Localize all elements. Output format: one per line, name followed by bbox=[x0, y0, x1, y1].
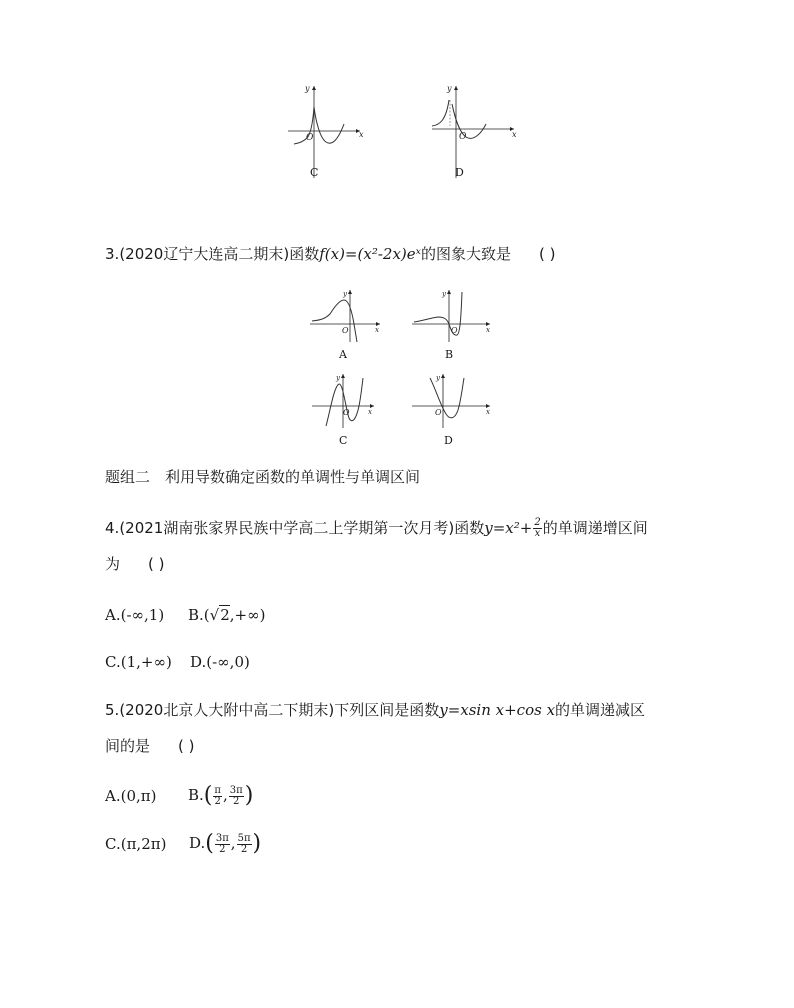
svg-text:O: O bbox=[343, 408, 350, 417]
q5-answer-blank: ( ) bbox=[178, 737, 195, 755]
q5-option-b-frac-b: $\frac{3\pi}{2}$ bbox=[229, 784, 243, 807]
q3-source: (2020辽宁大连高二期末) bbox=[119, 245, 290, 263]
q3-figure-d bbox=[410, 372, 494, 430]
q4-option-b-sqrt: 2 bbox=[220, 606, 230, 624]
svg-text:x: x bbox=[375, 326, 379, 334]
q5-text-after: 的单调递减区 bbox=[555, 701, 646, 719]
q3-answer-blank: ( ) bbox=[538, 245, 556, 263]
svg-text:x: x bbox=[368, 408, 372, 416]
q3-figure-b bbox=[410, 288, 494, 344]
axis-y-label: y bbox=[305, 84, 310, 93]
q3-figure-a-label: A bbox=[339, 348, 347, 361]
section-title: 题组二 利用导数确定函数的单调性与单调区间 bbox=[105, 468, 421, 486]
svg-text:x: x bbox=[486, 408, 490, 416]
q4-line2-text: 为 bbox=[105, 555, 121, 573]
q5-option-b: B.( $\frac{\pi}{2}$ , $\frac{3\pi}{2}$ ) bbox=[188, 783, 254, 808]
q5-line2-text: 间的是 bbox=[105, 737, 151, 755]
q5-func: y=xsin x+cos x bbox=[439, 701, 556, 719]
axis-x-label: x bbox=[359, 130, 364, 139]
svg-text:y: y bbox=[442, 290, 446, 298]
axis-x-label: x bbox=[512, 130, 517, 139]
q5-option-d-frac-b: $\frac{5\pi}{2}$ bbox=[237, 832, 251, 855]
axis-y-label: y bbox=[447, 84, 452, 93]
q3-figure-c bbox=[310, 372, 380, 430]
q4-answer-blank: ( ) bbox=[148, 555, 165, 573]
q5-option-d-frac-a: $\frac{3\pi}{2}$ bbox=[215, 832, 229, 855]
q4-number: 4. bbox=[105, 519, 120, 537]
svg-text:x: x bbox=[486, 326, 490, 334]
q5-line1 bbox=[105, 700, 645, 720]
q3-figure-c-label: C bbox=[339, 434, 348, 447]
q5-line2 bbox=[105, 736, 195, 756]
q5-text-before: 下列区间是函数 bbox=[334, 701, 440, 719]
q3-figure-d-label: D bbox=[444, 434, 453, 447]
q4-line2 bbox=[105, 554, 165, 574]
q5-number: 5. bbox=[105, 701, 120, 719]
q5-option-c: C.(π,2π) bbox=[105, 835, 167, 853]
q4-frac-num: 2 bbox=[534, 517, 541, 528]
q4-func: y=x²+ bbox=[484, 519, 533, 537]
q3-func: f(x)=(x²-2x)eˣ bbox=[319, 245, 421, 263]
top-figure-d-label: D bbox=[455, 166, 464, 179]
origin-label: O bbox=[459, 132, 467, 142]
svg-text:O: O bbox=[451, 326, 458, 335]
q3-figure-a bbox=[308, 288, 388, 344]
q3-number: 3. bbox=[105, 245, 120, 263]
q3-figure-b-label: B bbox=[445, 348, 454, 361]
q5-source: (2020北京人大附中高二下期末) bbox=[119, 701, 335, 719]
top-figure-c bbox=[284, 80, 364, 180]
svg-text:O: O bbox=[435, 408, 442, 417]
top-figure-d bbox=[428, 80, 518, 180]
q4-text-before: 函数 bbox=[454, 519, 485, 537]
q4-text-after: 的单调递增区间 bbox=[542, 519, 648, 537]
q5-option-d: D.( $\frac{3\pi}{2}$ , $\frac{5\pi}{2}$ ) bbox=[189, 831, 262, 856]
q4-frac-den: x bbox=[534, 528, 541, 539]
origin-label: O bbox=[306, 133, 314, 143]
svg-text:y: y bbox=[436, 374, 440, 382]
top-figure-c-label: C bbox=[310, 166, 319, 179]
q3-line bbox=[105, 244, 555, 264]
svg-text:y: y bbox=[343, 290, 347, 298]
q5-option-b-frac-a: $\frac{\pi}{2}$ bbox=[214, 784, 221, 807]
q4-fraction bbox=[533, 518, 541, 539]
q4-option-d: D.(-∞,0) bbox=[190, 653, 250, 671]
q4-option-c: C.(1,+∞) bbox=[105, 653, 172, 671]
q4-option-a: A.(-∞,1) bbox=[105, 606, 165, 624]
q3-text-before: 函数 bbox=[289, 245, 320, 263]
q4-line1 bbox=[105, 515, 648, 541]
q4-option-b: B.(√2,+∞) bbox=[188, 606, 266, 624]
svg-text:y: y bbox=[336, 374, 340, 382]
svg-text:O: O bbox=[342, 326, 349, 335]
q4-source: (2021湖南张家界民族中学高二上学期第一次月考) bbox=[119, 519, 455, 537]
q5-option-a: A.(0,π) bbox=[105, 787, 157, 805]
q3-text-after: 的图象大致是 bbox=[420, 245, 511, 263]
